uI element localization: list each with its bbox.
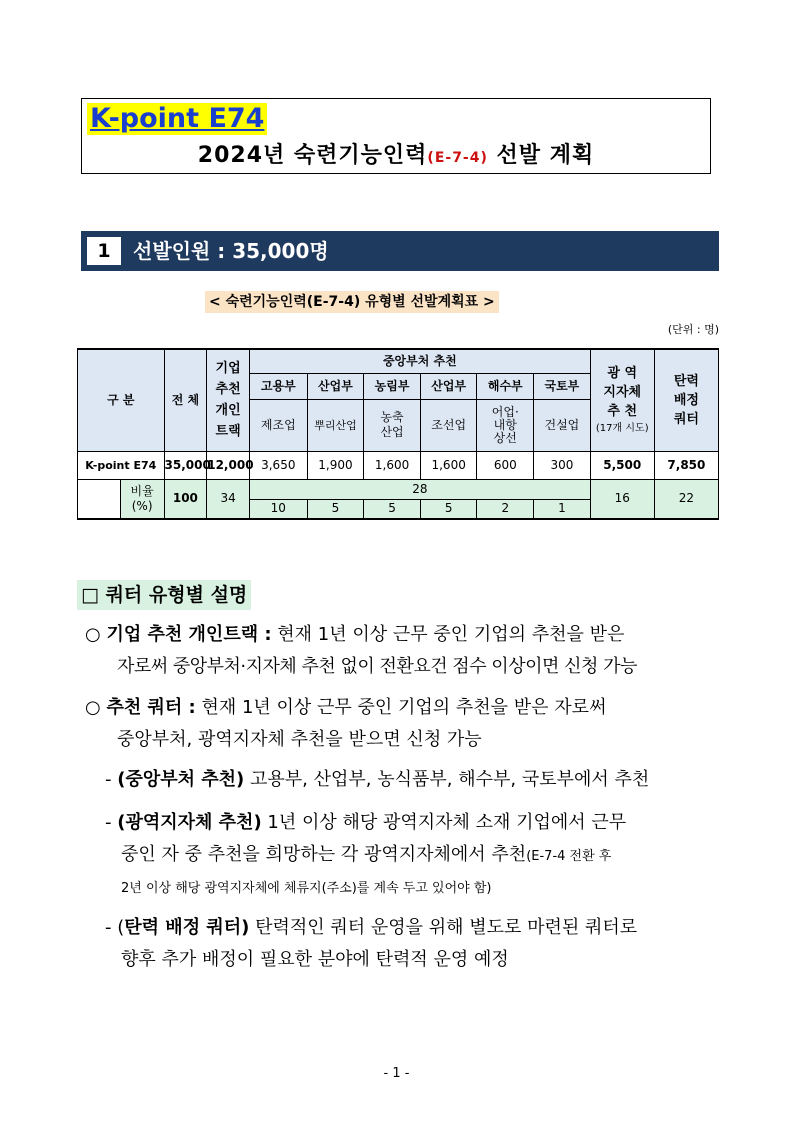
ratio-label: 비율 (%)	[120, 479, 164, 519]
item-text-line2: 자로써 중앙부처·지자체 추천 없이 전환요건 점수 이상이면 신청 가능	[117, 656, 637, 677]
header-regional	[590, 349, 654, 451]
sub-item-text: 1년 이상 해당 광역지자체 소재 기업에서 근무	[261, 812, 627, 833]
industry-cell: 조선업	[420, 399, 477, 451]
central-value: 300	[534, 451, 591, 479]
ratio-regional: 16	[590, 479, 654, 519]
header-regional-label: 광 역 지자체 추 천	[603, 366, 642, 420]
ministry-cell: 산업부	[420, 373, 477, 399]
sub-item-text: 탄력적인 쿼터 운영을 위해 별도로 마련된 쿼터로	[249, 917, 638, 938]
ratio-central: 5	[420, 499, 477, 519]
sub-item-title: 탄력 배정 쿼터)	[124, 917, 250, 938]
ratio-flex: 22	[654, 479, 718, 519]
quota-table	[77, 348, 719, 520]
kpoint-badge: K-point E74	[87, 103, 267, 135]
ministry-cell: 농림부	[364, 373, 421, 399]
bullet-circle: ○	[85, 697, 101, 718]
sub-item-regional	[105, 807, 719, 905]
ministry-cell: 해수부	[477, 373, 534, 399]
ratio-total: 100	[164, 479, 207, 519]
title-code: (E-7-4)	[427, 150, 488, 166]
header-regional-sub: (17개 시도)	[595, 423, 649, 435]
sub-item-central	[105, 764, 719, 796]
ratio-central-total: 28	[249, 479, 590, 499]
ministry-cell: 국토부	[534, 373, 591, 399]
central-value: 1,600	[420, 451, 477, 479]
title-suffix: 선발 계획	[487, 143, 595, 168]
item-title: 기업 추천 개인트랙 :	[106, 624, 272, 645]
sub-item-open-paren: (	[117, 917, 125, 938]
sub-item-title: (광역지자체 추천)	[117, 812, 262, 833]
industry-cell: 제조업	[249, 399, 307, 451]
section-number: 1	[87, 237, 121, 265]
ratio-central: 1	[534, 499, 591, 519]
industry-cell: 어업· 내항 상선	[477, 399, 534, 451]
row-label: K-point E74	[78, 451, 165, 479]
sub-item-flex	[105, 912, 719, 976]
item-company-track	[85, 619, 719, 683]
item-text: 현재 1년 이상 근무 중인 기업의 추천을 받은	[271, 624, 625, 645]
ratio-central: 5	[307, 499, 364, 519]
header-company-track: 기업 추천 개인 트랙	[207, 349, 250, 451]
sub-item-text-line2: 향후 추가 배정이 필요한 분야에 탄력적 운영 예정	[121, 949, 509, 970]
flex-value: 7,850	[654, 451, 718, 479]
header-flex: 탄력 배정 쿼터	[654, 349, 718, 451]
ministry-cell: 고용부	[249, 373, 307, 399]
ministry-cell: 산업부	[307, 373, 364, 399]
section-title: 선발인원 : 35,000명	[133, 239, 329, 263]
sub-item-note: (E-7-4 전환 후	[526, 849, 612, 864]
ratio-central: 2	[477, 499, 534, 519]
item-text: 현재 1년 이상 근무 중인 기업의 추천을 받은 자로써	[195, 697, 607, 718]
header-central: 중앙부처 추천	[249, 349, 590, 373]
sub-item-text: 고용부, 산업부, 농식품부, 해수부, 국토부에서 추천	[244, 769, 650, 790]
item-text-line2: 중앙부처, 광역지자체 추천을 받으면 신청 가능	[117, 729, 482, 750]
ratio-central: 10	[249, 499, 307, 519]
header-gubun: 구 분	[78, 349, 165, 451]
industry-cell: 농축 산업	[364, 399, 421, 451]
industry-cell: 뿌리산업	[307, 399, 364, 451]
header-total: 전 체	[164, 349, 207, 451]
central-value: 3,650	[249, 451, 307, 479]
central-value: 600	[477, 451, 534, 479]
total-value: 35,000	[164, 451, 207, 479]
ratio-company: 34	[207, 479, 250, 519]
regional-value: 5,500	[590, 451, 654, 479]
dash: -	[105, 769, 112, 790]
page-number: - 1 -	[383, 1066, 410, 1081]
title-box	[81, 98, 711, 174]
sub-item-text-line2: 중인 자 중 추천을 희망하는 각 광역지자체에서 추천	[121, 844, 527, 865]
item-recommend-quota	[85, 692, 719, 756]
page-title	[82, 141, 710, 173]
sub-item-title: (중앙부처 추천)	[117, 769, 245, 790]
industry-cell: 건설업	[534, 399, 591, 451]
central-value: 1,900	[307, 451, 364, 479]
central-value: 1,600	[364, 451, 421, 479]
item-title: 추천 쿼터 :	[106, 697, 196, 718]
dash: -	[105, 812, 112, 833]
quota-heading: □ 쿼터 유형별 설명	[77, 580, 251, 610]
unit-label: (단위 : 명)	[667, 323, 719, 336]
ratio-central: 5	[364, 499, 421, 519]
section-header	[81, 231, 719, 271]
dash: -	[105, 917, 112, 938]
bullet-circle: ○	[85, 624, 101, 645]
sub-item-note-line2: 2년 이상 해당 광역지자체에 체류지(주소)를 계속 두고 있어야 함)	[121, 881, 492, 896]
company-value: 12,000	[207, 451, 250, 479]
table-caption: < 숙련기능인력(E-7-4) 유형별 선발계획표 >	[205, 291, 499, 313]
title-prefix: 2024년 숙련기능인력	[197, 143, 428, 168]
ratio-spacer	[78, 479, 121, 519]
